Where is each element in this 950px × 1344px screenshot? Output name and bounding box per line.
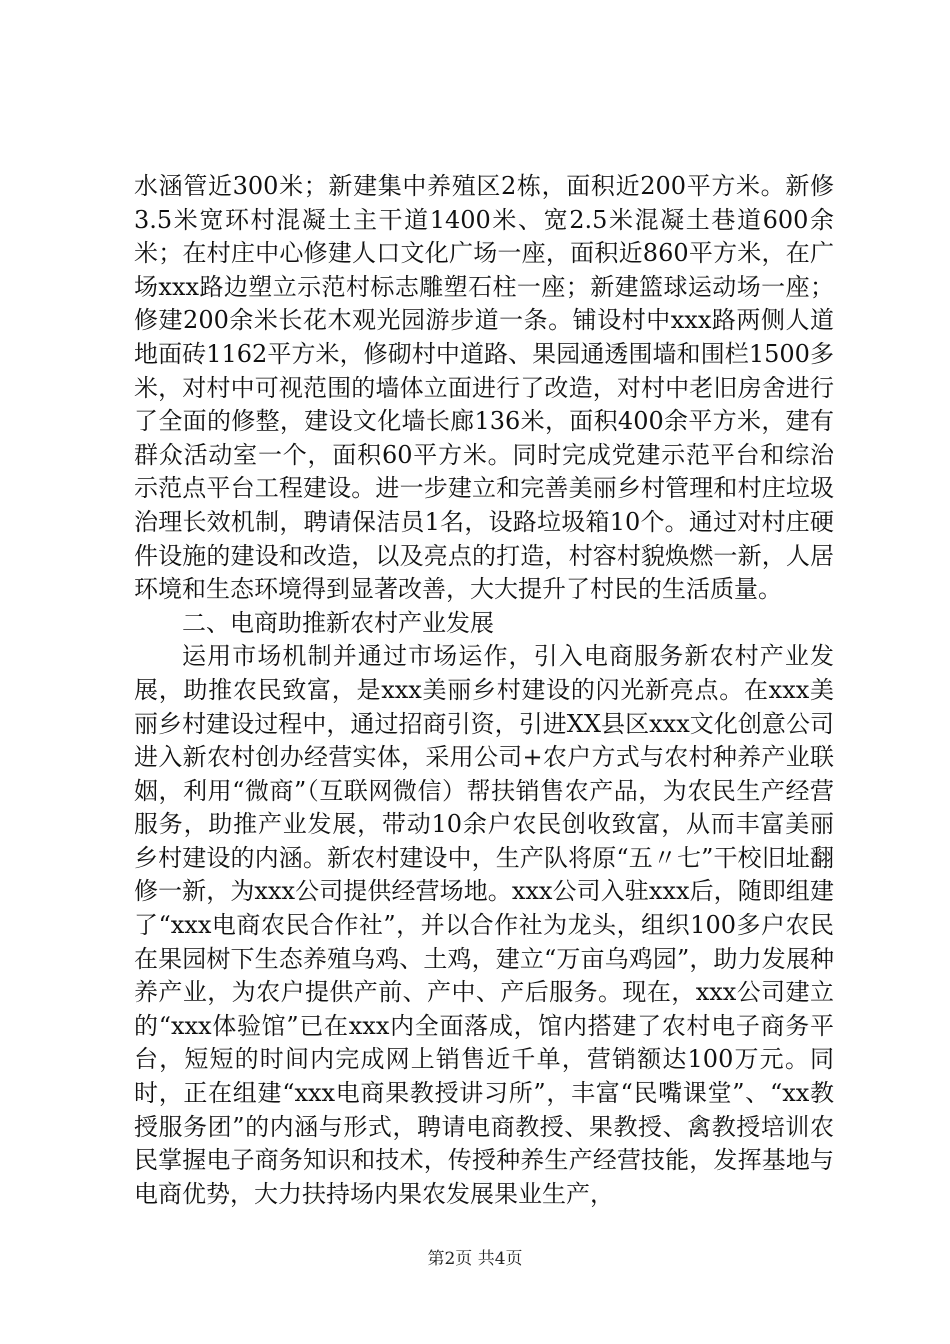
paragraph-ecommerce: 运用市场机制并通过市场运作，引入电商服务新农村产业发展，助推农民致富，是xxx美丽乡村建设的闪光新亮点。在xxx美丽乡村建设过程中，通过招商引资，引进XX县区xxx文化创意公司进入新农村创办经营实体，采用公司+农户方式与农村种养产业联姻，利用“微商”（互联网微信）帮扶销售农产品，为农民生产经营服务，助推产业发展，带动10余户农民创收致富，从而丰富美丽乡村建设的内涵。新农村建设中，生产队将原“五〃七”干校旧址翻修一新，为xxx公司提供经营场地。xxx公司入驻xxx后，随即组建了“xxx电商农民合作社”，并以合作社为龙头，组织100多户农民在果园树下生态养殖乌鸡、土鸡，建立“万亩乌鸡园”，助力发展种养产业，为农户提供产前、产中、产后服务。现在，xxx公司建立的“xxx体验馆”已在xxx内全面落成，馆内搭建了农村电子商务平台，短短的时间内完成网上销售近千单，营销额达100万元。同时，正在组建“xxx电商果教授讲习所”，丰富“民嘴课堂”、“xx教授服务团”的内涵与形式，聘请电商教授、果教授、禽教授培训农民掌握电子商务知识和技术，传授种养生产经营技能，发挥基地与电商优势，大力扶持场内果农发展果业生产，: [134, 642, 834, 1208]
paragraph-continuation: 水涵管近300米；新建集中养殖区2栋，面积近200平方米。新修3.5米宽环村混凝土主干道1400米、宽2.5米混凝土巷道600余米；在村庄中心修建人口文化广场一座，面积近860平方米，在广场xxx路边塑立示范村标志雕塑石柱一座；新建篮球运动场一座；修建200余米长花木观光园游步道一条。铺设村中xxx路两侧人道地面砖1162平方米，修砌村中道路、果园通透围墙和围栏1500多米，对村中可视范围的墙体立面进行了改造，对村中老旧房舍进行了全面的修整，建设文化墙长廊136米，面积400余平方米，建有群众活动室一个，面积60平方米。同时完成党建示范平台和综治示范点平台工程建设。进一步建立和完善美丽乡村管理和村庄垃圾治理长效机制，聘请保洁员1名，设路垃圾箱10个。通过对村庄硬件设施的建设和改造，以及亮点的打造，村容村貌焕燃一新，人居环境和生态环境得到显著改善，大大提升了村民的生活质量。: [134, 172, 834, 604]
section-heading: 二、电商助推新农村产业发展: [182, 608, 494, 637]
document-body: [134, 170, 834, 1211]
page-number-footer: 第2页 共4页: [427, 1249, 523, 1269]
